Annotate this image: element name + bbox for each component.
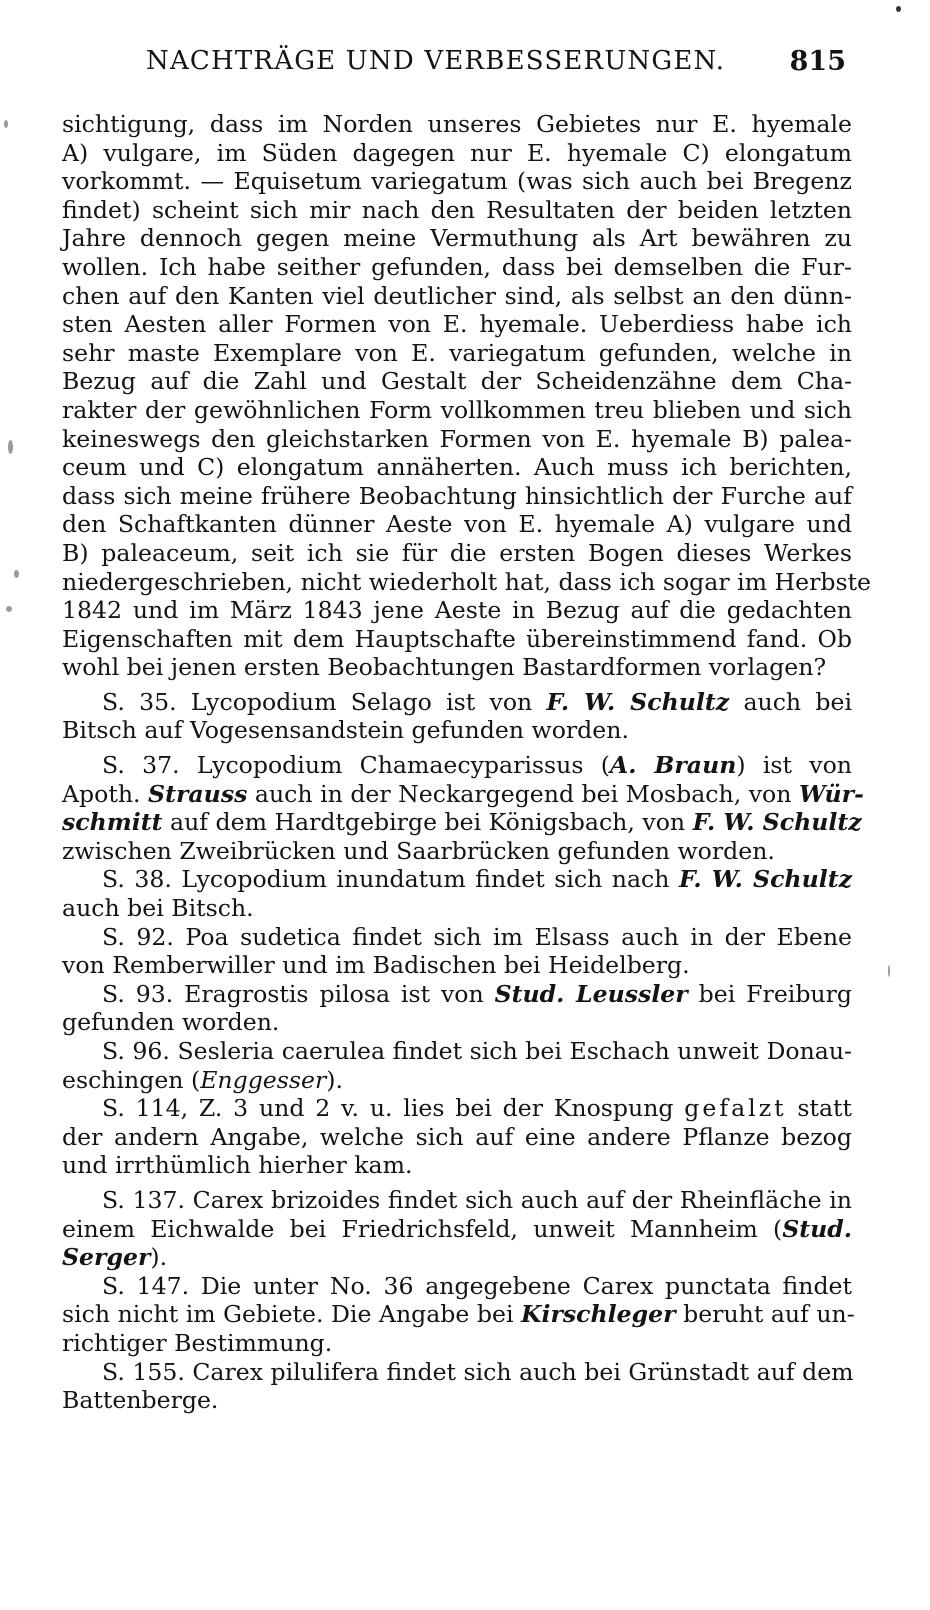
scan-speck	[14, 570, 19, 578]
entry-text: ).	[326, 1065, 343, 1094]
entry-s137: S. 137. Carex brizoides findet sich auch auf der Rheinfläche in	[102, 1185, 852, 1214]
text-line: wohl bei jenen ersten Beobachtungen Bastardformen vorlagen?	[62, 653, 827, 682]
text-line: ceum und C) elongatum annäherten. Auch muss ich berichten,	[62, 453, 852, 482]
author-name: A. Braun	[609, 751, 737, 780]
text-line	[62, 808, 862, 837]
text-line: Battenberge.	[62, 1386, 219, 1415]
entry-text: S. 38. Lycopodium inundatum findet sich nach	[102, 865, 670, 894]
text-line	[62, 779, 864, 809]
entry-text: statt	[797, 1094, 853, 1123]
running-title: NACHTRÄGE UND VERBESSERUNGEN.	[146, 46, 726, 76]
author-name: Kirschleger	[520, 1300, 676, 1329]
spaced-word: gefalzt	[684, 1094, 787, 1123]
text-line: zwischen Zweibrücken und Saarbrücken gefunden worden.	[62, 836, 775, 865]
text-line: rakter der gewöhnlichen Form vollkommen treu blieben und sich	[62, 395, 852, 424]
author-name: F. W. Schultz	[678, 865, 853, 894]
author-name: schmitt	[62, 808, 163, 837]
entry-text: ) ist von	[736, 751, 852, 780]
entry-text: S. 35. Lycopodium Selago ist von	[102, 687, 533, 716]
scan-speck	[6, 606, 12, 612]
entry-text: sich nicht im Gebiete. Die Angabe bei	[62, 1300, 514, 1329]
entry-text: auch bei	[743, 687, 853, 716]
scan-speck	[8, 440, 13, 454]
author-name: Wür-	[798, 779, 864, 808]
entry-s92: S. 92. Poa sudetica findet sich im Elsass auch in der Ebene	[102, 922, 852, 951]
author-name: Serger	[62, 1243, 151, 1272]
entry-s38	[62, 865, 852, 894]
author-name: Stud.	[782, 1214, 852, 1243]
text-line	[62, 1066, 852, 1095]
text-line: A) vulgare, im Süden dagegen nur E. hyemale C) elongatum	[62, 138, 852, 167]
entry-text: eschingen (	[62, 1065, 201, 1094]
text-line: auch bei Bitsch.	[62, 894, 254, 923]
text-line: von Remberwiller und im Badischen bei Heidelberg.	[62, 951, 690, 980]
entry-text: bei Freiburg	[698, 979, 853, 1008]
entry-s114	[62, 1094, 852, 1123]
text-line	[62, 1300, 855, 1329]
text-line: findet) scheint sich mir nach den Resultaten der beiden letzten	[62, 195, 852, 224]
entry-s37	[62, 751, 852, 780]
text-line: den Schaftkanten dünner Aeste von E. hyemale A) vulgare und	[62, 510, 852, 539]
author-name: Stud. Leussler	[494, 979, 688, 1008]
entry-text: auf dem Hardtgebirge bei Königsbach, von	[170, 808, 686, 837]
text-line: Eigenschaften mit dem Hauptschafte übereinstimmend fand. Ob	[62, 624, 852, 653]
entry-text: ).	[150, 1243, 168, 1272]
text-line: der andern Angabe, welche sich auf eine andere Pflanze bezog	[62, 1122, 852, 1151]
running-head	[146, 46, 846, 86]
text-line: niedergeschrieben, nicht wiederholt hat, dass ich sogar im Herbste	[62, 567, 872, 596]
entry-text: S. 114, Z. 3 und 2 v. u. lies bei der Knospung	[102, 1094, 674, 1123]
entry-text: S. 93. Eragrostis pilosa ist von	[102, 979, 484, 1008]
text-line: sichtigung, dass im Norden unseres Gebietes nur E. hyemale	[62, 110, 852, 138]
author-name: F. W. Schultz	[692, 808, 862, 837]
text-line: dass sich meine frühere Beobachtung hinsichtlich der Furche auf	[62, 481, 852, 510]
text-line: gefunden worden.	[62, 1008, 280, 1037]
entry-text: einem Eichwalde bei Friedrichsfeld, unweit Mannheim (	[62, 1214, 783, 1243]
text-line: und irrthümlich hierher kam.	[62, 1151, 413, 1180]
entry-text: Apoth.	[62, 779, 141, 808]
entry-s35	[62, 688, 852, 717]
text-line: 1842 und im März 1843 jene Aeste in Bezug auf die gedachten	[62, 596, 852, 625]
text-line: B) paleaceum, seit ich sie für die ersten Bogen dieses Werkes	[62, 538, 852, 567]
text-line: sten Aesten aller Formen von E. hyemale. Ueberdiess habe ich	[62, 310, 852, 339]
author-name: Strauss	[148, 779, 248, 808]
author-name: Enggesser	[200, 1065, 327, 1094]
entry-s93	[62, 980, 852, 1009]
entry-s155: S. 155. Carex pilulifera findet sich auch bei Grünstadt auf dem	[102, 1357, 854, 1386]
scan-speck	[4, 120, 8, 128]
scan-speck	[888, 965, 890, 977]
text-line	[62, 1243, 852, 1272]
entry-text: auch in der Neckargegend bei Mosbach, von	[254, 779, 792, 808]
entry-s147: S. 147. Die unter No. 36 angegebene Carex punctata findet	[102, 1271, 852, 1300]
text-line: Jahre dennoch gegen meine Vermuthung als Art bewähren zu	[62, 224, 852, 253]
text-line: chen auf den Kanten viel deutlicher sind, als selbst an den dünn-	[62, 281, 852, 310]
entry-text: beruht auf un-	[683, 1300, 855, 1329]
body-text	[62, 110, 872, 1415]
author-name: F. W. Schultz	[546, 687, 730, 716]
text-line: richtiger Bestimmung.	[62, 1328, 333, 1357]
text-line: vorkommt. — Equisetum variegatum (was sich auch bei Bregenz	[62, 167, 852, 196]
text-line: sehr maste Exemplare von E. variegatum gefunden, welche in	[62, 338, 852, 367]
entry-text: S. 37. Lycopodium Chamaecyparissus (	[102, 751, 610, 780]
entry-s96: S. 96. Sesleria caerulea findet sich bei Eschach unweit Donau-	[102, 1037, 852, 1065]
text-line: keineswegs den gleichstarken Formen von E. hyemale B) palea-	[62, 424, 852, 453]
page-number: 815	[789, 46, 846, 77]
text-line: Bitsch auf Vogesensandstein gefunden worden.	[62, 716, 629, 745]
text-line: Bezug auf die Zahl und Gestalt der Scheidenzähne dem Cha-	[62, 367, 852, 396]
scan-speck	[896, 6, 901, 12]
text-line: wollen. Ich habe seither gefunden, dass bei demselben die Fur-	[62, 252, 852, 281]
text-line	[62, 1215, 852, 1244]
